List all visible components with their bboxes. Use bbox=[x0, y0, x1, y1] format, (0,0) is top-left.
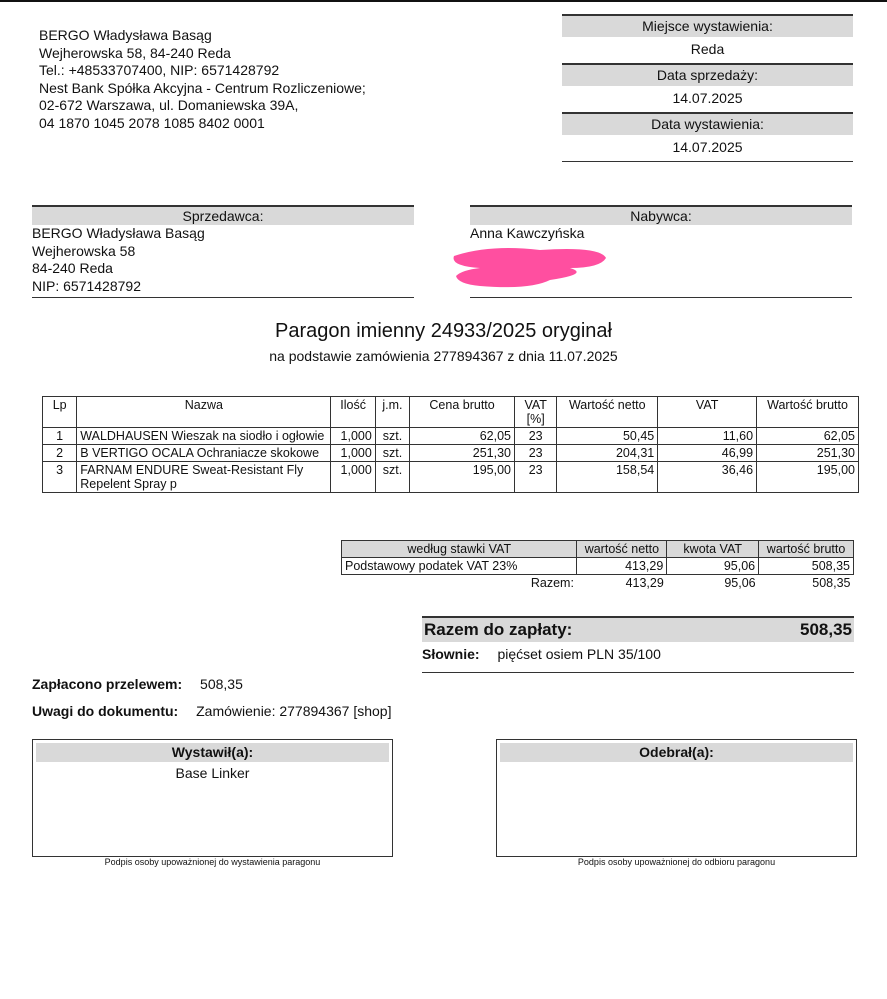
notes-line bbox=[32, 703, 391, 719]
cell: 195,00 bbox=[410, 462, 515, 493]
cell: 36,46 bbox=[658, 462, 757, 493]
vat-header: wartość brutto bbox=[759, 541, 854, 558]
cell: B VERTIGO OCALA Ochraniacze skokowe bbox=[77, 445, 331, 462]
amount-in-words bbox=[422, 646, 854, 673]
cell: 23 bbox=[515, 445, 557, 462]
meta-block bbox=[562, 14, 853, 162]
words-label: Słownie: bbox=[422, 646, 480, 662]
cell: Podstawowy podatek VAT 23% bbox=[342, 558, 577, 575]
cell: 204,31 bbox=[557, 445, 658, 462]
cell: 413,29 bbox=[625, 576, 664, 590]
seller-block bbox=[32, 205, 414, 298]
total-label: Razem do zapłaty: bbox=[424, 620, 573, 639]
sale-date-value: 14.07.2025 bbox=[672, 90, 743, 106]
cell: 1,000 bbox=[331, 428, 375, 445]
cell: 1 bbox=[43, 428, 77, 445]
seller-label: Sprzedawca: bbox=[32, 205, 414, 225]
sale-date-label: Data sprzedaży: bbox=[562, 63, 853, 86]
seller-header-line: 04 1870 1045 2078 1085 8402 0001 bbox=[39, 114, 265, 131]
cell: 46,99 bbox=[658, 445, 757, 462]
col-header: Cena brutto bbox=[410, 397, 515, 428]
issuer-value: Base Linker bbox=[175, 765, 250, 781]
col-header: Nazwa bbox=[77, 397, 331, 428]
cell: szt. bbox=[375, 462, 409, 493]
cell: FARNAM ENDURE Sweat-Resistant Fly Repelent Spray p bbox=[77, 462, 331, 493]
place-label: Miejsce wystawienia: bbox=[562, 14, 853, 37]
seller-header-line: BERGO Władysława Basąg bbox=[39, 27, 212, 43]
seller-header-line: Wejherowska 58, 84-240 Reda bbox=[39, 44, 231, 61]
notes-label: Uwagi do dokumentu: bbox=[32, 703, 179, 719]
issuer-label: Wystawił(a): bbox=[36, 743, 389, 762]
cell: 62,05 bbox=[757, 428, 859, 445]
table-row bbox=[43, 462, 859, 493]
vat-header: kwota VAT bbox=[667, 541, 759, 558]
issuer-signature-box bbox=[32, 739, 393, 857]
items-table bbox=[42, 396, 859, 493]
col-header: VAT bbox=[658, 397, 757, 428]
cell: 158,54 bbox=[557, 462, 658, 493]
payment-label: Zapłacono przelewem: bbox=[32, 676, 183, 692]
cell: szt. bbox=[375, 428, 409, 445]
cell: 2 bbox=[43, 445, 77, 462]
redaction-mark bbox=[450, 240, 610, 292]
notes-value: Zamówienie: 277894367 [shop] bbox=[196, 703, 392, 719]
cell: 23 bbox=[515, 462, 557, 493]
table-row bbox=[342, 558, 854, 575]
total-bar bbox=[422, 616, 854, 642]
seller-header-line: Tel.: +48533707400, NIP: 6571428792 bbox=[39, 62, 280, 78]
vat-summary-table bbox=[341, 540, 854, 591]
cell: 508,35 bbox=[759, 558, 854, 575]
seller-header-line: Nest Bank Spółka Akcyjna - Centrum Rozliczeniowe; bbox=[39, 79, 366, 96]
buyer-name: Anna Kawczyńska bbox=[470, 225, 585, 241]
cell: 195,00 bbox=[757, 462, 859, 493]
vat-header: według stawki VAT bbox=[342, 541, 577, 558]
table-row bbox=[43, 428, 859, 445]
cell: 3 bbox=[43, 462, 77, 493]
payment-line bbox=[32, 676, 243, 692]
sum-label: Razem: bbox=[530, 576, 574, 590]
total-value: 508,35 bbox=[800, 620, 852, 639]
top-border bbox=[0, 0, 887, 2]
cell: 50,45 bbox=[557, 428, 658, 445]
seller-line: Wejherowska 58 bbox=[32, 242, 136, 259]
cell: 251,30 bbox=[757, 445, 859, 462]
cell: 1,000 bbox=[331, 445, 375, 462]
buyer-label: Nabywca: bbox=[470, 205, 852, 225]
table-row bbox=[43, 445, 859, 462]
col-header: Wartość brutto bbox=[757, 397, 859, 428]
cell: 95,06 bbox=[667, 558, 759, 575]
document-title: Paragon imienny 24933/2025 oryginał bbox=[275, 320, 612, 342]
receiver-label: Odebrał(a): bbox=[500, 743, 853, 762]
words-value: pięćset osiem PLN 35/100 bbox=[497, 646, 661, 662]
cell: 23 bbox=[515, 428, 557, 445]
seller-line: 84-240 Reda bbox=[32, 260, 113, 276]
receiver-signature-box bbox=[496, 739, 857, 857]
cell: 1,000 bbox=[331, 462, 375, 493]
col-header: Lp bbox=[43, 397, 77, 428]
cell: 508,35 bbox=[812, 576, 851, 590]
payment-value: 508,35 bbox=[200, 676, 243, 692]
sum-row bbox=[342, 575, 854, 592]
issue-date-value: 14.07.2025 bbox=[562, 135, 853, 162]
cell: 251,30 bbox=[410, 445, 515, 462]
cell: 413,29 bbox=[577, 558, 667, 575]
receiver-caption: Podpis osoby upoważnionej do odbioru paragonu bbox=[577, 857, 776, 867]
col-header: Ilość bbox=[331, 397, 375, 428]
col-header: VAT [%] bbox=[515, 397, 557, 428]
col-header: Wartość netto bbox=[557, 397, 658, 428]
cell: 95,06 bbox=[724, 576, 756, 590]
seller-line: NIP: 6571428792 bbox=[32, 277, 141, 294]
seller-header-line: 02-672 Warszawa, ul. Domaniewska 39A, bbox=[39, 97, 299, 113]
place-value: Reda bbox=[690, 41, 725, 57]
cell: 62,05 bbox=[410, 428, 515, 445]
document-subtitle: na podstawie zamówienia 277894367 z dnia 11.07.2025 bbox=[269, 348, 618, 364]
cell: szt. bbox=[375, 445, 409, 462]
issue-date-label: Data wystawienia: bbox=[562, 112, 853, 135]
seller-line: BERGO Władysława Basąg bbox=[32, 225, 205, 241]
cell: WALDHAUSEN Wieszak na siodło i ogłowie bbox=[77, 428, 331, 445]
issuer-caption: Podpis osoby upoważnionej do wystawienia paragonu bbox=[104, 857, 321, 867]
vat-header: wartość netto bbox=[577, 541, 667, 558]
cell: 11,60 bbox=[658, 428, 757, 445]
seller-header bbox=[39, 27, 366, 132]
col-header: j.m. bbox=[375, 397, 409, 428]
